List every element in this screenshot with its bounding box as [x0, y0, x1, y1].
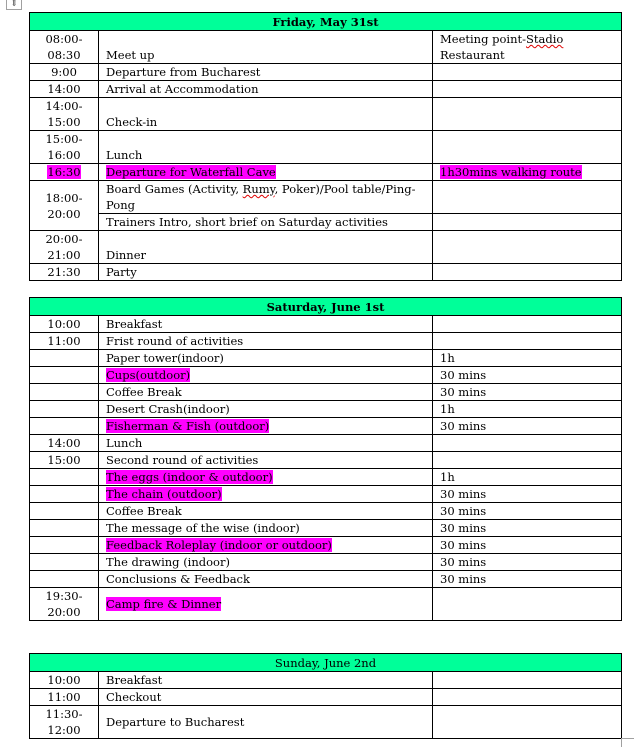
time-cell [30, 486, 99, 503]
event-cell: Second round of activities [99, 452, 433, 469]
spelling-error-mark[interactable]: Rumy [242, 182, 275, 196]
time-cell: 14:00- 15:00 [30, 98, 99, 131]
note-cell [433, 181, 622, 214]
table-resize-handle-icon[interactable] [621, 738, 634, 747]
event-cell: The chain (outdoor) [99, 486, 433, 503]
event-cell: Fisherman & Fish (outdoor) [99, 418, 433, 435]
note-cell [433, 588, 622, 621]
event-cell: Coffee Break [99, 503, 433, 520]
time-cell: 19:30- 20:00 [30, 588, 99, 621]
table-row [30, 418, 622, 435]
table-row [30, 520, 622, 537]
note-cell: 30 mins [433, 418, 622, 435]
note-cell [433, 214, 622, 231]
table-row [30, 350, 622, 367]
event-cell: Check-in [99, 98, 433, 131]
event-cell: Departure for Waterfall Cave [99, 164, 433, 181]
sunday-schedule-table [29, 653, 622, 739]
event-cell: Trainers Intro, short brief on Saturday activities [99, 214, 433, 231]
time-cell [30, 537, 99, 554]
event-cell: Departure from Bucharest [99, 64, 433, 81]
note-cell [433, 333, 622, 350]
time-cell [30, 418, 99, 435]
table-row [30, 316, 622, 333]
table-row [30, 588, 622, 621]
event-cell: Coffee Break [99, 384, 433, 401]
event-cell: Camp fire & Dinner [99, 588, 433, 621]
day-header-saturday: Saturday, June 1st [30, 298, 622, 316]
note-cell [433, 264, 622, 281]
table-row [30, 706, 622, 739]
table-row [30, 98, 622, 131]
note-cell: 30 mins [433, 571, 622, 588]
event-cell: Desert Crash(indoor) [99, 401, 433, 418]
table-row [30, 81, 622, 98]
time-cell: 9:00 [30, 64, 99, 81]
table-row [30, 503, 622, 520]
time-cell [30, 367, 99, 384]
event-cell: Feedback Roleplay (indoor or outdoor) [99, 537, 433, 554]
note-cell [433, 689, 622, 706]
time-cell [30, 554, 99, 571]
event-cell: Meet up [99, 31, 433, 64]
friday-schedule-table [29, 12, 622, 281]
table-row [30, 131, 622, 164]
spelling-error-mark[interactable]: Stadio [526, 32, 564, 46]
time-cell: 11:00 [30, 333, 99, 350]
event-cell: The drawing (indoor) [99, 554, 433, 571]
note-cell: 1h30mins walking route [433, 164, 622, 181]
note-cell [433, 452, 622, 469]
table-row [30, 401, 622, 418]
note-cell: 30 mins [433, 537, 622, 554]
saturday-schedule-table [29, 297, 622, 621]
day-header-sunday: Sunday, June 2nd [30, 654, 622, 672]
table-row [30, 469, 622, 486]
time-cell [30, 350, 99, 367]
time-cell [30, 384, 99, 401]
note-cell [433, 316, 622, 333]
time-cell: 14:00 [30, 81, 99, 98]
note-cell: 30 mins [433, 384, 622, 401]
table-row [30, 31, 622, 64]
note-cell: 30 mins [433, 554, 622, 571]
table-row [30, 435, 622, 452]
table-row [30, 452, 622, 469]
table-row [30, 214, 622, 231]
note-cell: Meeting point-Stadio Restaurant [433, 31, 622, 64]
time-cell: 15:00 [30, 452, 99, 469]
time-cell [30, 571, 99, 588]
note-cell: 30 mins [433, 486, 622, 503]
time-cell: 18:00- 20:00 [30, 181, 99, 231]
table-row [30, 554, 622, 571]
time-cell [30, 469, 99, 486]
event-cell: Checkout [99, 689, 433, 706]
table-row [30, 689, 622, 706]
event-cell: Lunch [99, 131, 433, 164]
event-cell: Departure to Bucharest [99, 706, 433, 739]
day-header-friday: Friday, May 31st [30, 13, 622, 31]
event-cell: Lunch [99, 435, 433, 452]
table-row [30, 367, 622, 384]
time-cell: 20:00- 21:00 [30, 231, 99, 264]
note-cell: 30 mins [433, 520, 622, 537]
event-cell: Paper tower(indoor) [99, 350, 433, 367]
table-row [30, 486, 622, 503]
event-cell: Frist round of activities [99, 333, 433, 350]
table-row [30, 672, 622, 689]
note-cell: 1h [433, 401, 622, 418]
event-cell: Arrival at Accommodation [99, 81, 433, 98]
table-move-handle-icon[interactable]: ⇕ [6, 0, 22, 10]
note-cell [433, 435, 622, 452]
table-row [30, 384, 622, 401]
note-cell [433, 98, 622, 131]
note-cell [433, 131, 622, 164]
note-cell: 30 mins [433, 367, 622, 384]
time-cell: 14:00 [30, 435, 99, 452]
table-row [30, 231, 622, 264]
event-cell: The eggs (indoor & outdoor) [99, 469, 433, 486]
event-cell: Dinner [99, 231, 433, 264]
note-cell: 1h [433, 469, 622, 486]
time-cell [30, 503, 99, 520]
table-row [30, 333, 622, 350]
event-cell: Party [99, 264, 433, 281]
event-cell: Breakfast [99, 672, 433, 689]
time-cell [30, 401, 99, 418]
note-cell [433, 81, 622, 98]
time-cell: 15:00- 16:00 [30, 131, 99, 164]
time-cell: 11:00 [30, 689, 99, 706]
event-cell: The message of the wise (indoor) [99, 520, 433, 537]
table-row [30, 537, 622, 554]
time-cell: 08:00- 08:30 [30, 31, 99, 64]
time-cell: 10:00 [30, 672, 99, 689]
time-cell: 10:00 [30, 316, 99, 333]
event-cell: Board Games (Activity, Rumy, Poker)/Pool table/Ping-Pong [99, 181, 433, 214]
table-row [30, 181, 622, 214]
note-cell: 1h [433, 350, 622, 367]
event-cell: Breakfast [99, 316, 433, 333]
time-cell: 16:30 [30, 164, 99, 181]
table-row [30, 264, 622, 281]
note-cell [433, 231, 622, 264]
table-row [30, 164, 622, 181]
time-cell [30, 520, 99, 537]
table-row [30, 64, 622, 81]
note-cell [433, 706, 622, 739]
event-cell: Conclusions & Feedback [99, 571, 433, 588]
note-cell [433, 64, 622, 81]
note-cell [433, 672, 622, 689]
time-cell: 11:30- 12:00 [30, 706, 99, 739]
event-cell: Cups(outdoor) [99, 367, 433, 384]
note-cell: 30 mins [433, 503, 622, 520]
time-cell: 21:30 [30, 264, 99, 281]
table-row [30, 571, 622, 588]
